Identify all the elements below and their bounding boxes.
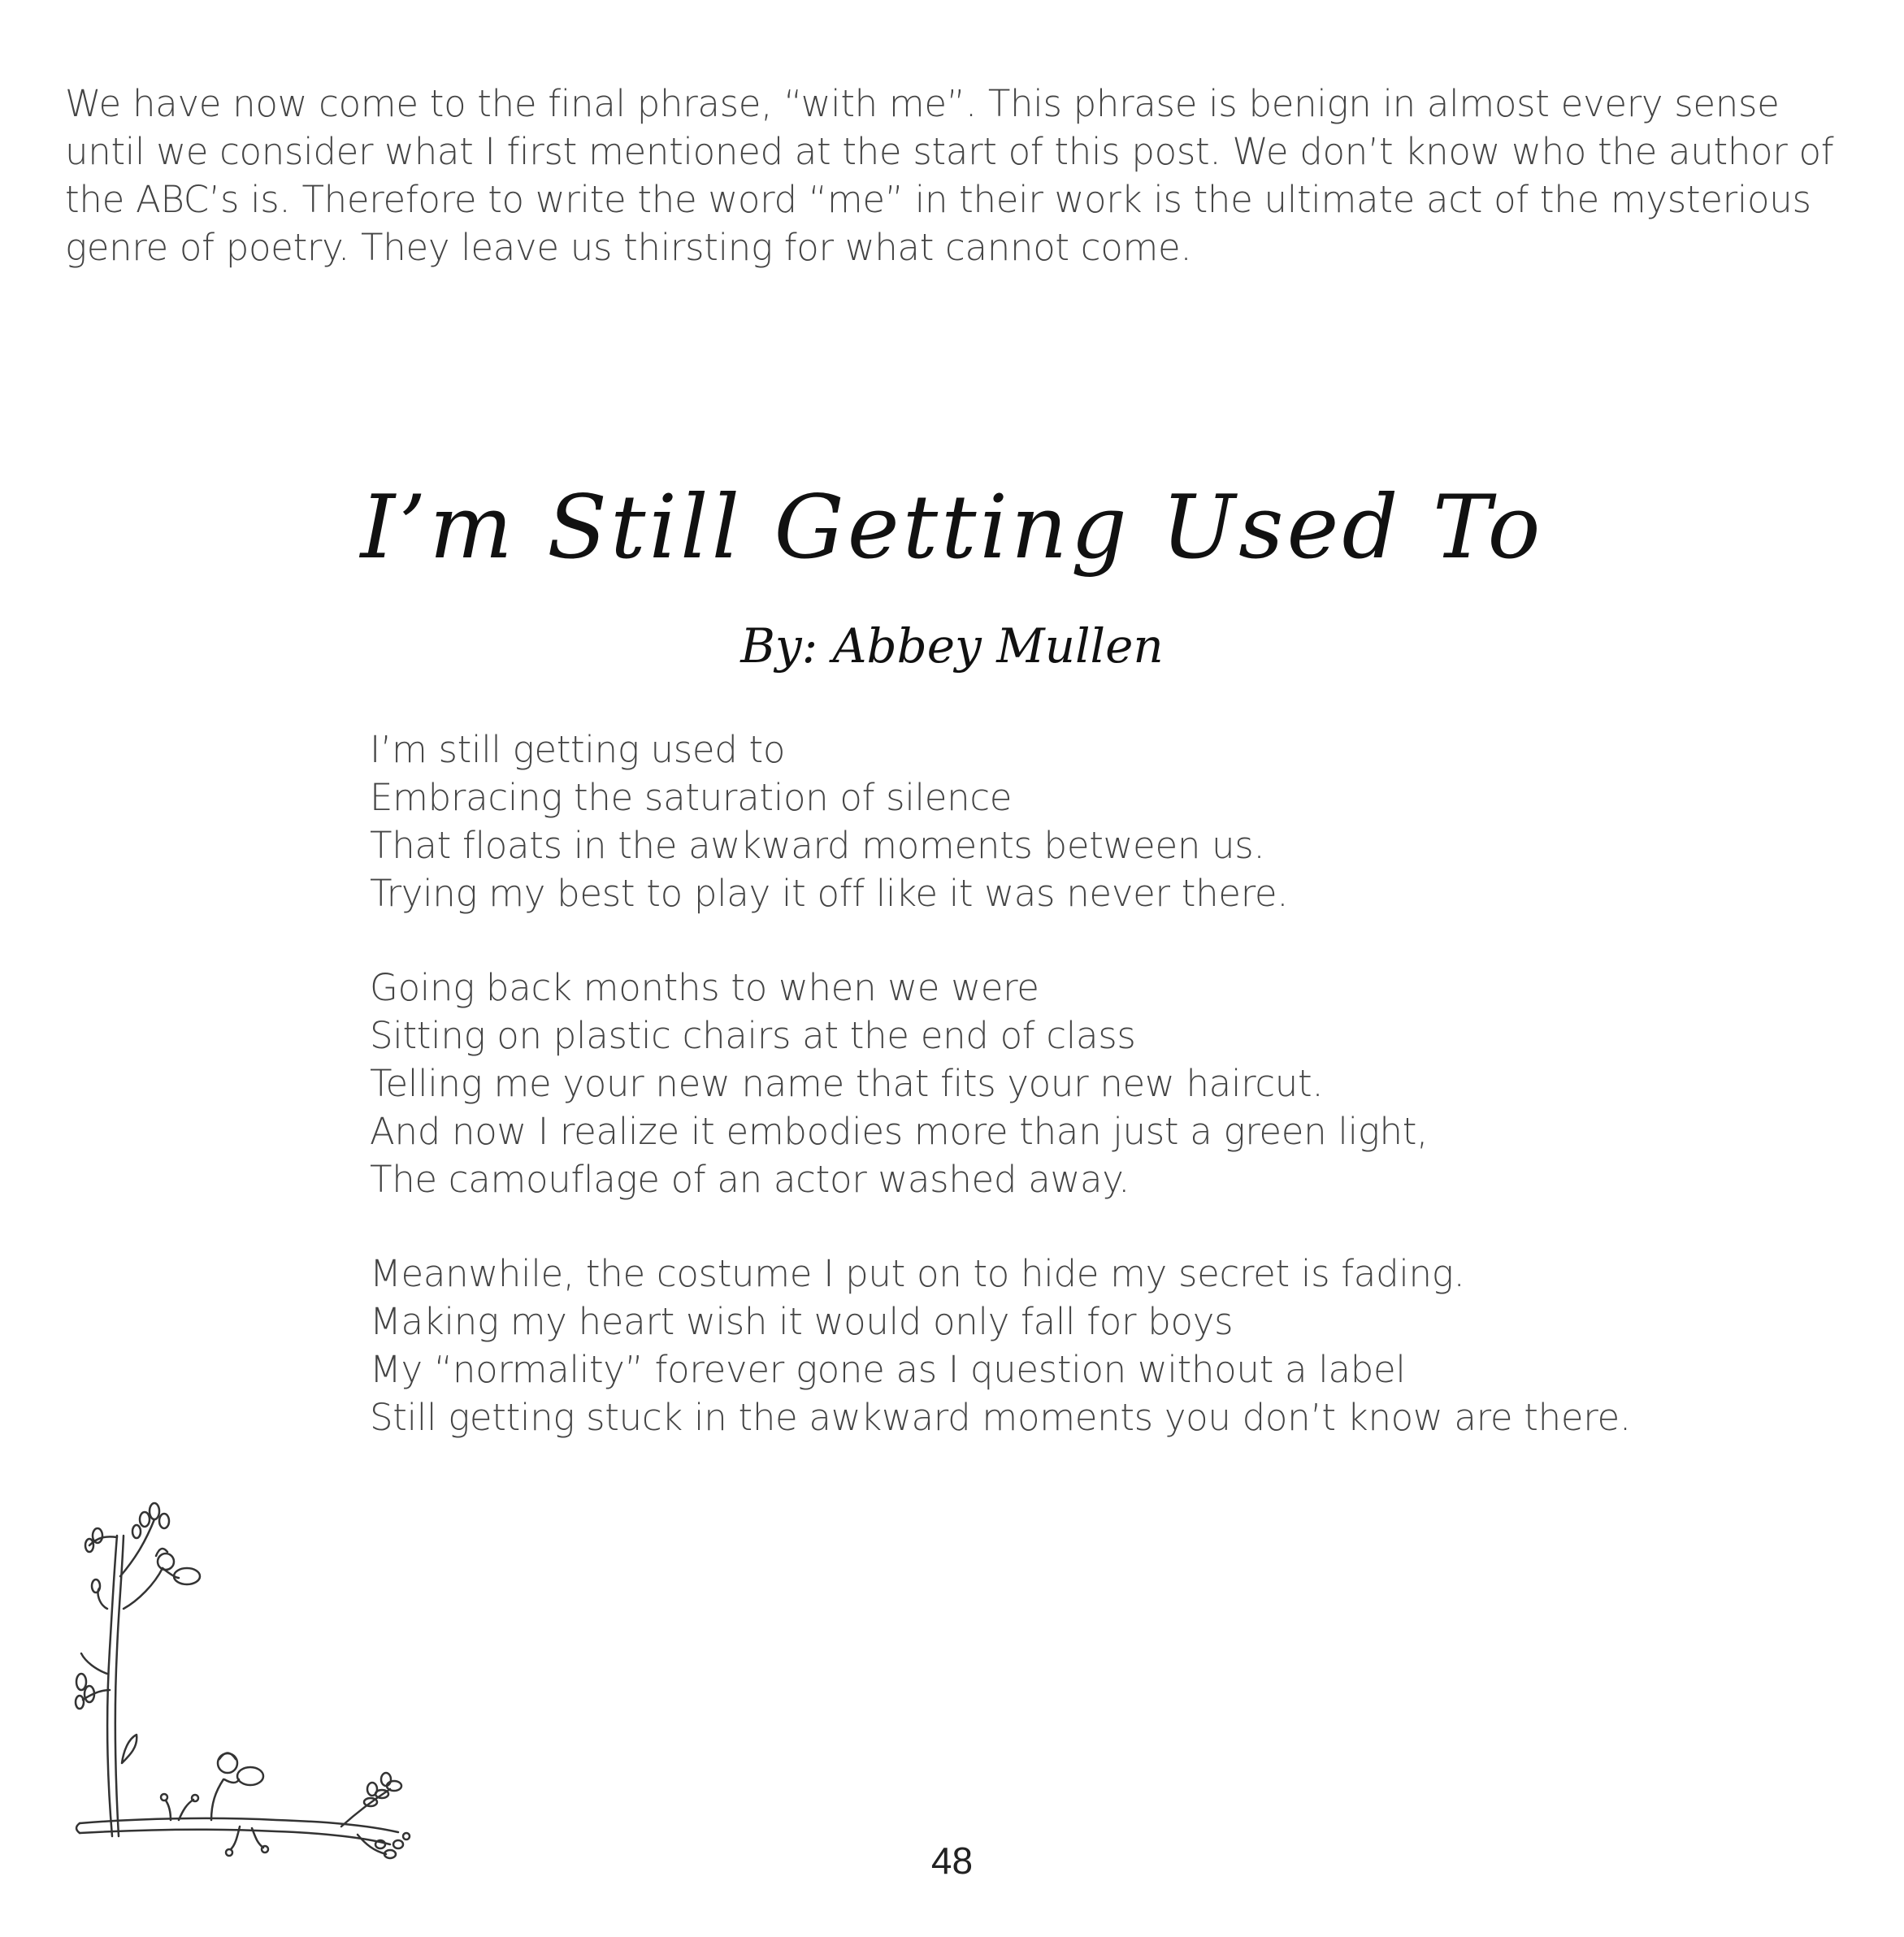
- poem-line: Going back months to when we were: [370, 966, 1039, 1009]
- poem-line: The camouflage of an actor washed away.: [370, 1158, 1130, 1201]
- floral-branch-corner-icon: [65, 1487, 439, 1861]
- page-number: 48: [930, 1840, 974, 1882]
- poem-line: Sitting on plastic chairs at the end of class: [370, 1014, 1136, 1057]
- poem-stanza: [370, 964, 1751, 1203]
- poem-line: I’m still getting used to: [370, 728, 786, 771]
- poem-line: My “normality” forever gone as I question without a label: [370, 1348, 1406, 1391]
- poem-stanza: [370, 1250, 1751, 1441]
- poem-line: That floats in the awkward moments between us.: [370, 824, 1265, 867]
- poem-line: Meanwhile, the costume I put on to hide my secret is fading.: [370, 1252, 1465, 1295]
- intro-paragraph: We have now come to the final phrase, “with me”. This phrase is benign in almost every sense until we consider what I first mentioned at the start of this post. We don’t know who the author of the ABC’s is. Therefore to write the word “me” in their work is the ultimate act of the mysterious genre of poetry. They leave us thirsting for what cannot come.: [65, 82, 1834, 269]
- poem-byline: By: Abbey Mullen: [740, 618, 1164, 674]
- poem-line: Trying my best to play it off like it was never there.: [370, 872, 1289, 915]
- poem-stanza: [370, 726, 1751, 917]
- poem-line: Still getting stuck in the awkward moments you don’t know are there.: [370, 1396, 1631, 1439]
- poem-line: Making my heart wish it would only fall for boys: [370, 1300, 1234, 1343]
- poem-body: [370, 726, 1751, 1488]
- poem-line: Embracing the saturation of silence: [370, 776, 1013, 819]
- poem-line: Telling me your new name that fits your new haircut.: [370, 1062, 1324, 1105]
- poem-line: And now I realize it embodies more than just a green light,: [370, 1110, 1429, 1153]
- poem-title: I’m Still Getting Used To: [360, 477, 1544, 578]
